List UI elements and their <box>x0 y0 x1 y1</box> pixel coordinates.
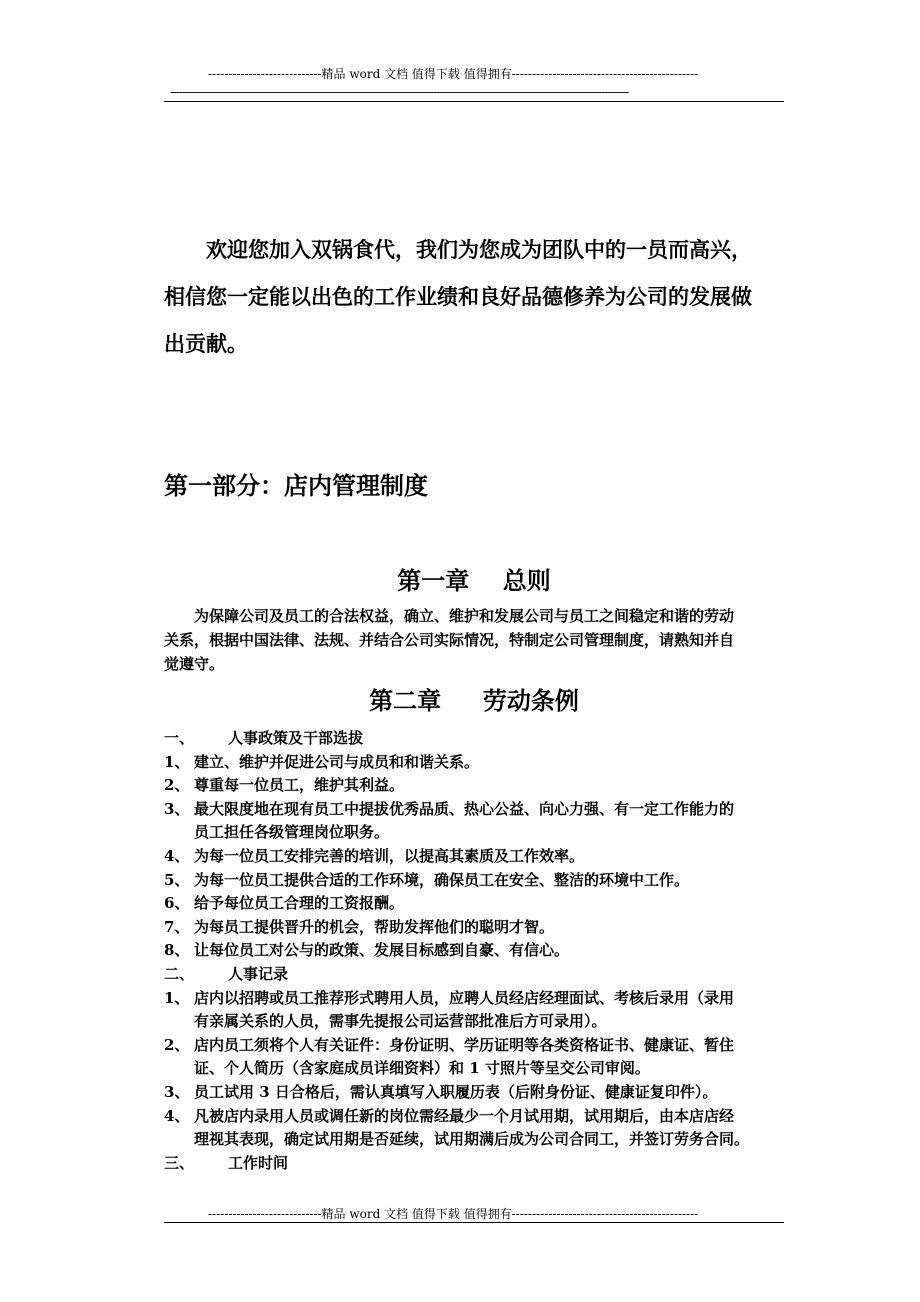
list-item <box>164 987 784 1011</box>
header-rule <box>164 101 784 102</box>
item-number: 8、 <box>164 941 190 960</box>
chapter2-list <box>164 727 784 1175</box>
item-text: 员工担任各级管理岗位职务。 <box>194 823 390 842</box>
list-item <box>164 869 784 893</box>
list-item <box>164 1034 784 1058</box>
item-text: 为每一位员工安排完善的培训，以提高其素质及工作效率。 <box>194 846 585 865</box>
chapter2-title: 第二章 劳动条例 <box>369 686 579 715</box>
list-item <box>164 845 784 869</box>
section-number: 三、 <box>164 1153 195 1172</box>
chapter1-body-line: 关系，根据中国法律、法规、并结合公司实际情况，特制定公司管理制度，请熟知并自 <box>164 631 735 649</box>
list-item <box>164 892 784 916</box>
section-number: 一、 <box>164 729 195 747</box>
section-title: 工作时间 <box>228 1153 289 1172</box>
header-dashed-line: ------------------------------------------------------------------------------------------------------------------------------------------------------ <box>170 85 629 99</box>
list-item-continuation <box>164 1010 784 1034</box>
list-item <box>164 1105 784 1129</box>
item-text: 店内员工须将个人有关证件：身份证明、学历证明等各类资格证书、健康证、暂住 <box>194 1035 735 1054</box>
item-text: 证、个人简历（含家庭成员详细资料）和 1 寸照片等呈交公司审阅。 <box>194 1059 650 1078</box>
list-item <box>164 916 784 940</box>
list-item-continuation <box>164 1128 784 1152</box>
welcome-line: 出贡献。 <box>164 331 248 356</box>
list-item <box>164 774 784 798</box>
item-text: 为每员工提供晋升的机会，帮助发挥他们的聪明才智。 <box>194 917 555 936</box>
item-number: 1、 <box>164 752 190 771</box>
item-number: 6、 <box>164 894 190 913</box>
item-text: 理视其表现，确定试用期是否延续，试用期满后成为公司合同工，并签订劳务合同。 <box>194 1130 750 1149</box>
item-text: 员工试用 3 日合格后，需认真填写入职履历表（后附身份证、健康证复印件）。 <box>194 1082 718 1101</box>
item-number: 7、 <box>164 917 190 936</box>
item-number: 4、 <box>164 1106 190 1125</box>
item-number: 1、 <box>164 988 190 1007</box>
chapter1-body-line: 为保障公司及员工的合法权益，确立、维护和发展公司与员工之间稳定和谐的劳动 <box>194 607 735 625</box>
section-heading-row <box>164 963 784 987</box>
chapter1-title: 第一章 总则 <box>397 566 551 595</box>
item-number: 4、 <box>164 846 190 865</box>
item-text: 建立、维护并促进公司与成员和和谐关系。 <box>194 752 480 771</box>
list-item <box>164 751 784 775</box>
section-heading-row <box>164 727 784 751</box>
footer-watermark-text: ----------------------------精品 word 文档 值得下载 值得拥有---------------------------------------------- <box>208 1207 699 1221</box>
section-heading-row <box>164 1152 784 1176</box>
item-text: 为每一位员工提供合适的工作环境，确保员工在安全、整洁的环境中工作。 <box>194 870 690 889</box>
item-text: 最大限度地在现有员工中提拔优秀品质、热心公益、向心力强、有一定工作能力的 <box>194 799 735 818</box>
chapter1-body-line: 觉遵守。 <box>164 655 225 673</box>
welcome-paragraph <box>164 226 784 367</box>
section-title: 人事政策及干部选拔 <box>228 729 364 747</box>
list-item <box>164 939 784 963</box>
item-text: 尊重每一位员工，维护其利益。 <box>194 776 405 795</box>
part-title: 第一部分：店内管理制度 <box>164 471 428 500</box>
item-text: 让每位员工对公与的政策、发展目标感到自豪、有信心。 <box>194 941 570 960</box>
chapter1-body <box>164 604 784 676</box>
item-text: 有亲属关系的人员，需事先提报公司运营部批准后方可录用）。 <box>194 1012 607 1031</box>
item-text: 店内以招聘或员工推荐形式聘用人员，应聘人员经店经理面试、考核后录用（录用 <box>194 988 735 1007</box>
section-number: 二、 <box>164 964 195 983</box>
header-watermark-text: ----------------------------精品 word 文档 值得下载 值得拥有---------------------------------------------- <box>208 67 699 81</box>
welcome-line: 欢迎您加入双锅食代，我们为您成为团队中的一员而高兴， <box>206 237 752 262</box>
item-number: 5、 <box>164 870 190 889</box>
item-number: 3、 <box>164 1082 190 1101</box>
item-number: 2、 <box>164 776 190 795</box>
item-text: 凡被店内录用人员或调任新的岗位需经最少一个月试用期，试用期后，由本店店经 <box>194 1106 735 1125</box>
item-number: 2、 <box>164 1035 190 1054</box>
footer-rule <box>164 1222 784 1223</box>
section-title: 人事记录 <box>228 964 289 983</box>
list-item-continuation <box>164 821 784 845</box>
item-number: 3、 <box>164 799 190 818</box>
welcome-line: 相信您一定能以出色的工作业绩和良好品德修养为公司的发展做 <box>164 284 752 309</box>
item-text: 给予每位员工合理的工资报酬。 <box>194 894 405 913</box>
list-item <box>164 1081 784 1105</box>
list-item-continuation <box>164 1057 784 1081</box>
list-item <box>164 798 784 822</box>
